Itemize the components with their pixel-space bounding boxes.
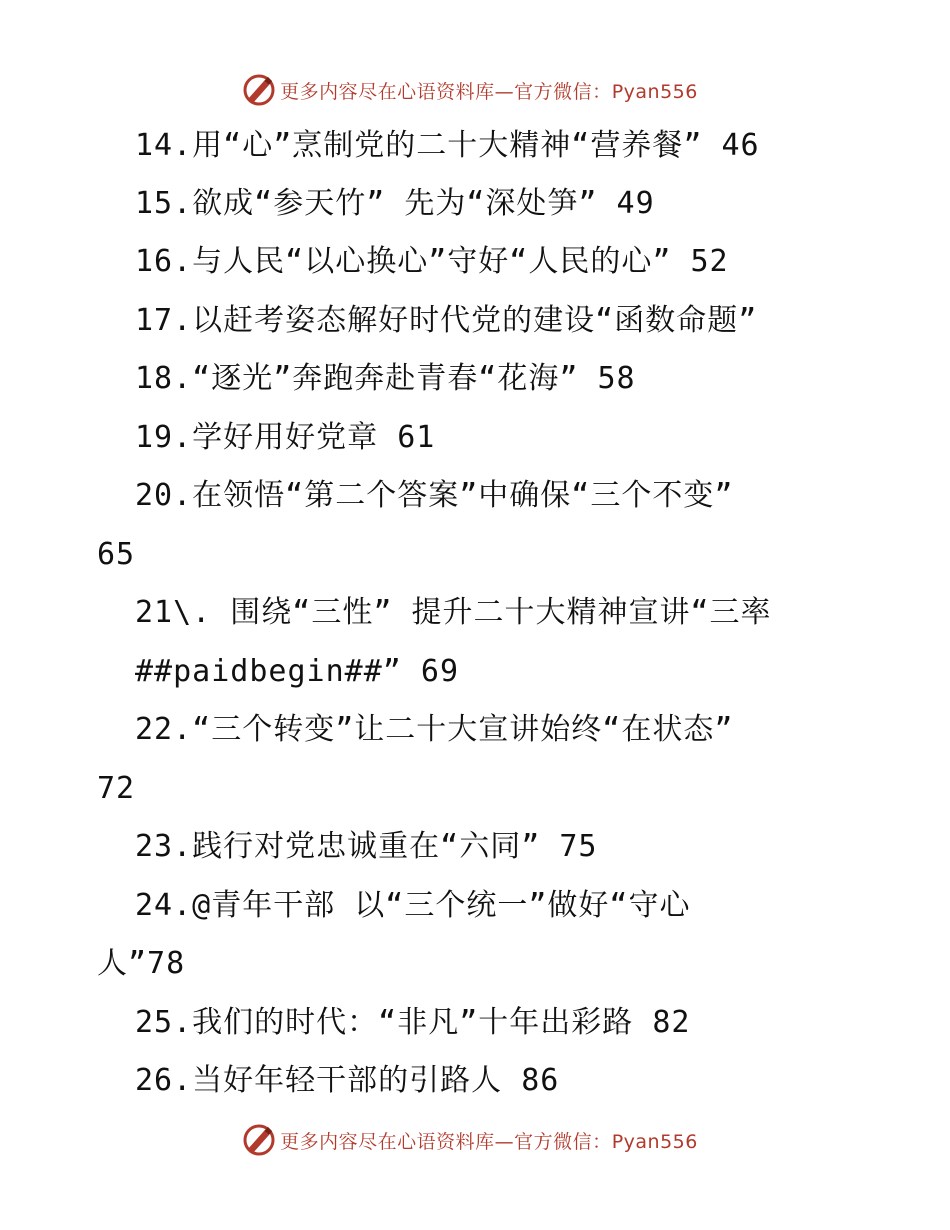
toc-line-15: 15.欲成“参天竹” 先为“深处笋” 49 bbox=[135, 186, 655, 221]
banner-main-text: 更多内容尽在心语资料库 bbox=[280, 80, 495, 103]
toc-line-20-page: 65 bbox=[97, 537, 136, 572]
banner-suffix: 官方微信： bbox=[514, 1130, 612, 1153]
toc-line-24: 24.@青年干部 以“三个统一”做好“守心 bbox=[135, 888, 691, 923]
toc-line-19: 19.学好用好党章 61 bbox=[135, 420, 436, 455]
pen-logo-icon bbox=[242, 1123, 276, 1157]
banner-suffix: 官方微信： bbox=[514, 80, 612, 103]
toc-line-26: 26.当好年轻干部的引路人 86 bbox=[135, 1063, 560, 1098]
toc-line-16: 16.与人民“以心换心”守好“人民的心” 52 bbox=[135, 244, 729, 279]
footer-banner-inner bbox=[242, 1123, 698, 1157]
toc-line-18: 18.“逐光”奔跑奔赴青春“花海” 58 bbox=[135, 361, 636, 396]
banner-wechat-id: Pyan556 bbox=[611, 80, 698, 103]
toc-line-14: 14.用“心”烹制党的二十大精神“营养餐” 46 bbox=[135, 128, 760, 163]
pen-logo-icon bbox=[242, 73, 276, 107]
footer-banner-text bbox=[280, 1127, 698, 1154]
banner-wechat-id: Pyan556 bbox=[611, 1130, 698, 1153]
toc-line-24-cont: 人”78 bbox=[97, 946, 186, 981]
toc-line-22-page: 72 bbox=[97, 771, 136, 806]
toc-line-25: 25.我们的时代：“非凡”十年出彩路 82 bbox=[135, 1005, 691, 1040]
toc-line-22: 22.“三个转变”让二十大宣讲始终“在状态” bbox=[135, 712, 734, 747]
banner-main-text: 更多内容尽在心语资料库 bbox=[280, 1130, 495, 1153]
toc-line-21: 21\. 围绕“三性” 提升二十大精神宣讲“三率 bbox=[135, 595, 772, 630]
header-banner-text bbox=[280, 77, 698, 104]
toc-line-17: 17.以赶考姿态解好时代党的建设“函数命题” bbox=[135, 303, 758, 338]
header-banner-inner bbox=[242, 73, 698, 107]
banner-dash: — bbox=[494, 1130, 515, 1153]
footer-watermark-banner bbox=[0, 1120, 950, 1160]
header-watermark-banner bbox=[0, 70, 950, 110]
toc-line-20: 20.在领悟“第二个答案”中确保“三个不变” bbox=[135, 478, 734, 513]
banner-dash: — bbox=[494, 80, 515, 103]
toc-line-21-cont: ##paidbegin##” 69 bbox=[135, 654, 460, 689]
toc-line-23: 23.践行对党忠诚重在“六同” 75 bbox=[135, 829, 598, 864]
